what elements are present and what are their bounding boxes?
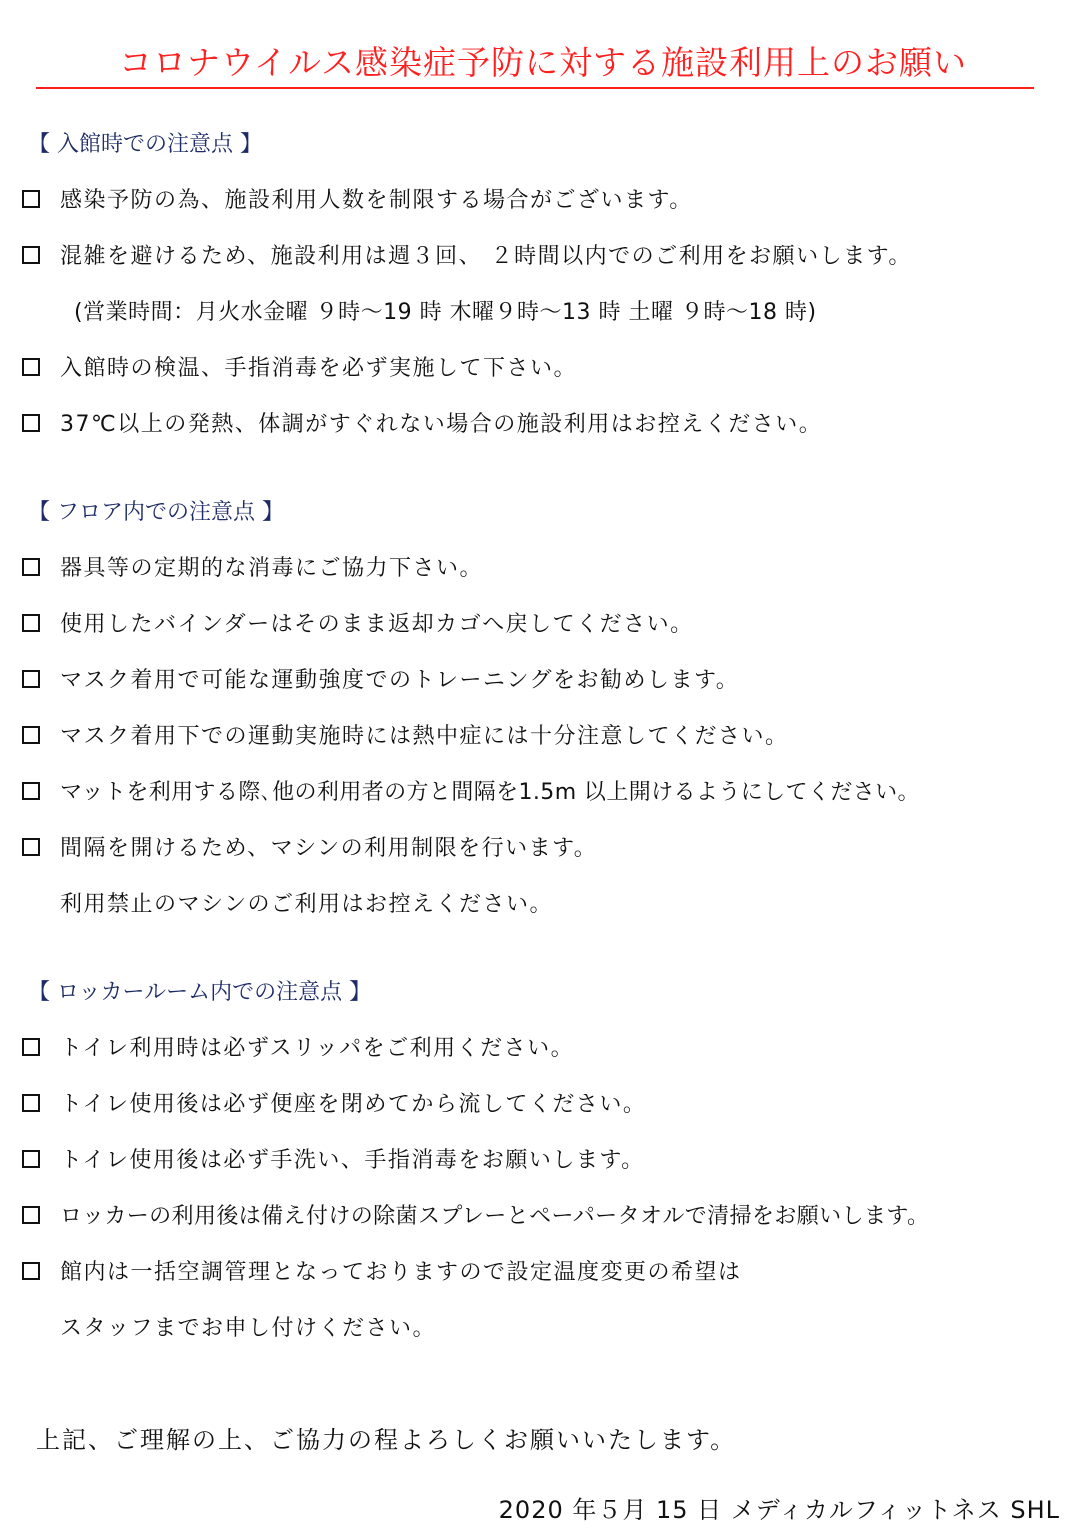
section-header-floor: 【 フロア内での注意点 】 [28, 500, 284, 525]
checklist-item-text: トイレ利用時は必ずスリッパをご利用ください。 [60, 1036, 575, 1061]
checkbox-icon [22, 190, 40, 208]
closing-message: 上記、ご理解の上、ご協力の程よろしくお願いいたします。 [36, 1426, 737, 1454]
checklist-item-text: マスク着用で可能な運動強度でのトレーニングをお勧めします。 [60, 668, 740, 693]
checklist-item-text: マットを利用する際､他の利用者の方と間隔を1.5m 以上開けるようにしてください。 [60, 780, 920, 805]
checkbox-icon [22, 782, 40, 800]
checkbox-icon [22, 1206, 40, 1224]
checkbox-icon [22, 1262, 40, 1280]
checkbox-icon [22, 838, 40, 856]
checkbox-icon [22, 358, 40, 376]
checklist-item-text: ロッカーの利用後は備え付けの除菌スプレーとペーパータオルで清掃をお願いします。 [60, 1204, 930, 1229]
business-hours-note: (営業時間：月火水金曜 ９時～19 時 木曜９時～13 時 土曜 ９時～18 時) [74, 300, 817, 325]
checklist-continuation: スタッフまでお申し付けください。 [60, 1316, 437, 1341]
checklist-item-text: 感染予防の為、施設利用人数を制限する場合がございます。 [60, 188, 693, 213]
checkbox-icon [22, 246, 40, 264]
checklist-item-text: マスク着用下での運動実施時には熱中症には十分注意してください。 [60, 724, 789, 749]
checklist-item-text: 混雑を避けるため、施設利用は週３回、 ２時間以内でのご利用をお願いします。 [60, 244, 912, 269]
checklist-item-text: 器具等の定期的な消毒にご協力下さい。 [60, 556, 484, 581]
checklist-item-text: 37℃以上の発熱、体調がすぐれない場合の施設利用はお控えください。 [60, 412, 823, 437]
checkbox-icon [22, 558, 40, 576]
page-title: コロナウイルス感染症予防に対する施設利用上のお願い [118, 43, 968, 82]
checkbox-icon [22, 726, 40, 744]
checklist-continuation: 利用禁止のマシンのご利用はお控えください。 [60, 892, 553, 917]
checkbox-icon [22, 670, 40, 688]
footer-signature: 2020 年５月 15 日 メディカルフィットネス SHL [498, 1496, 1060, 1524]
title-underline [36, 87, 1034, 89]
checkbox-icon [22, 414, 40, 432]
section-header-entry: 【 入館時での注意点 】 [28, 132, 262, 157]
checklist-item-text: 入館時の検温、手指消毒を必ず実施して下さい。 [60, 356, 578, 381]
checkbox-icon [22, 1094, 40, 1112]
checkbox-icon [22, 1038, 40, 1056]
checklist-item-text: トイレ使用後は必ず便座を閉めてから流してください。 [60, 1092, 647, 1117]
checklist-item-text: トイレ使用後は必ず手洗い、手指消毒をお願いします。 [60, 1148, 645, 1173]
checkbox-icon [22, 614, 40, 632]
checklist-item-text: 館内は一括空調管理となっておりますので設定温度変更の希望は [60, 1260, 742, 1285]
checkbox-icon [22, 1150, 40, 1168]
checklist-item-text: 間隔を開けるため、マシンの利用制限を行います。 [60, 836, 598, 861]
checklist-item-text: 使用したバインダーはそのまま返却カゴへ戻してください。 [60, 612, 694, 637]
section-header-locker: 【 ロッカールーム内での注意点 】 [28, 980, 372, 1005]
